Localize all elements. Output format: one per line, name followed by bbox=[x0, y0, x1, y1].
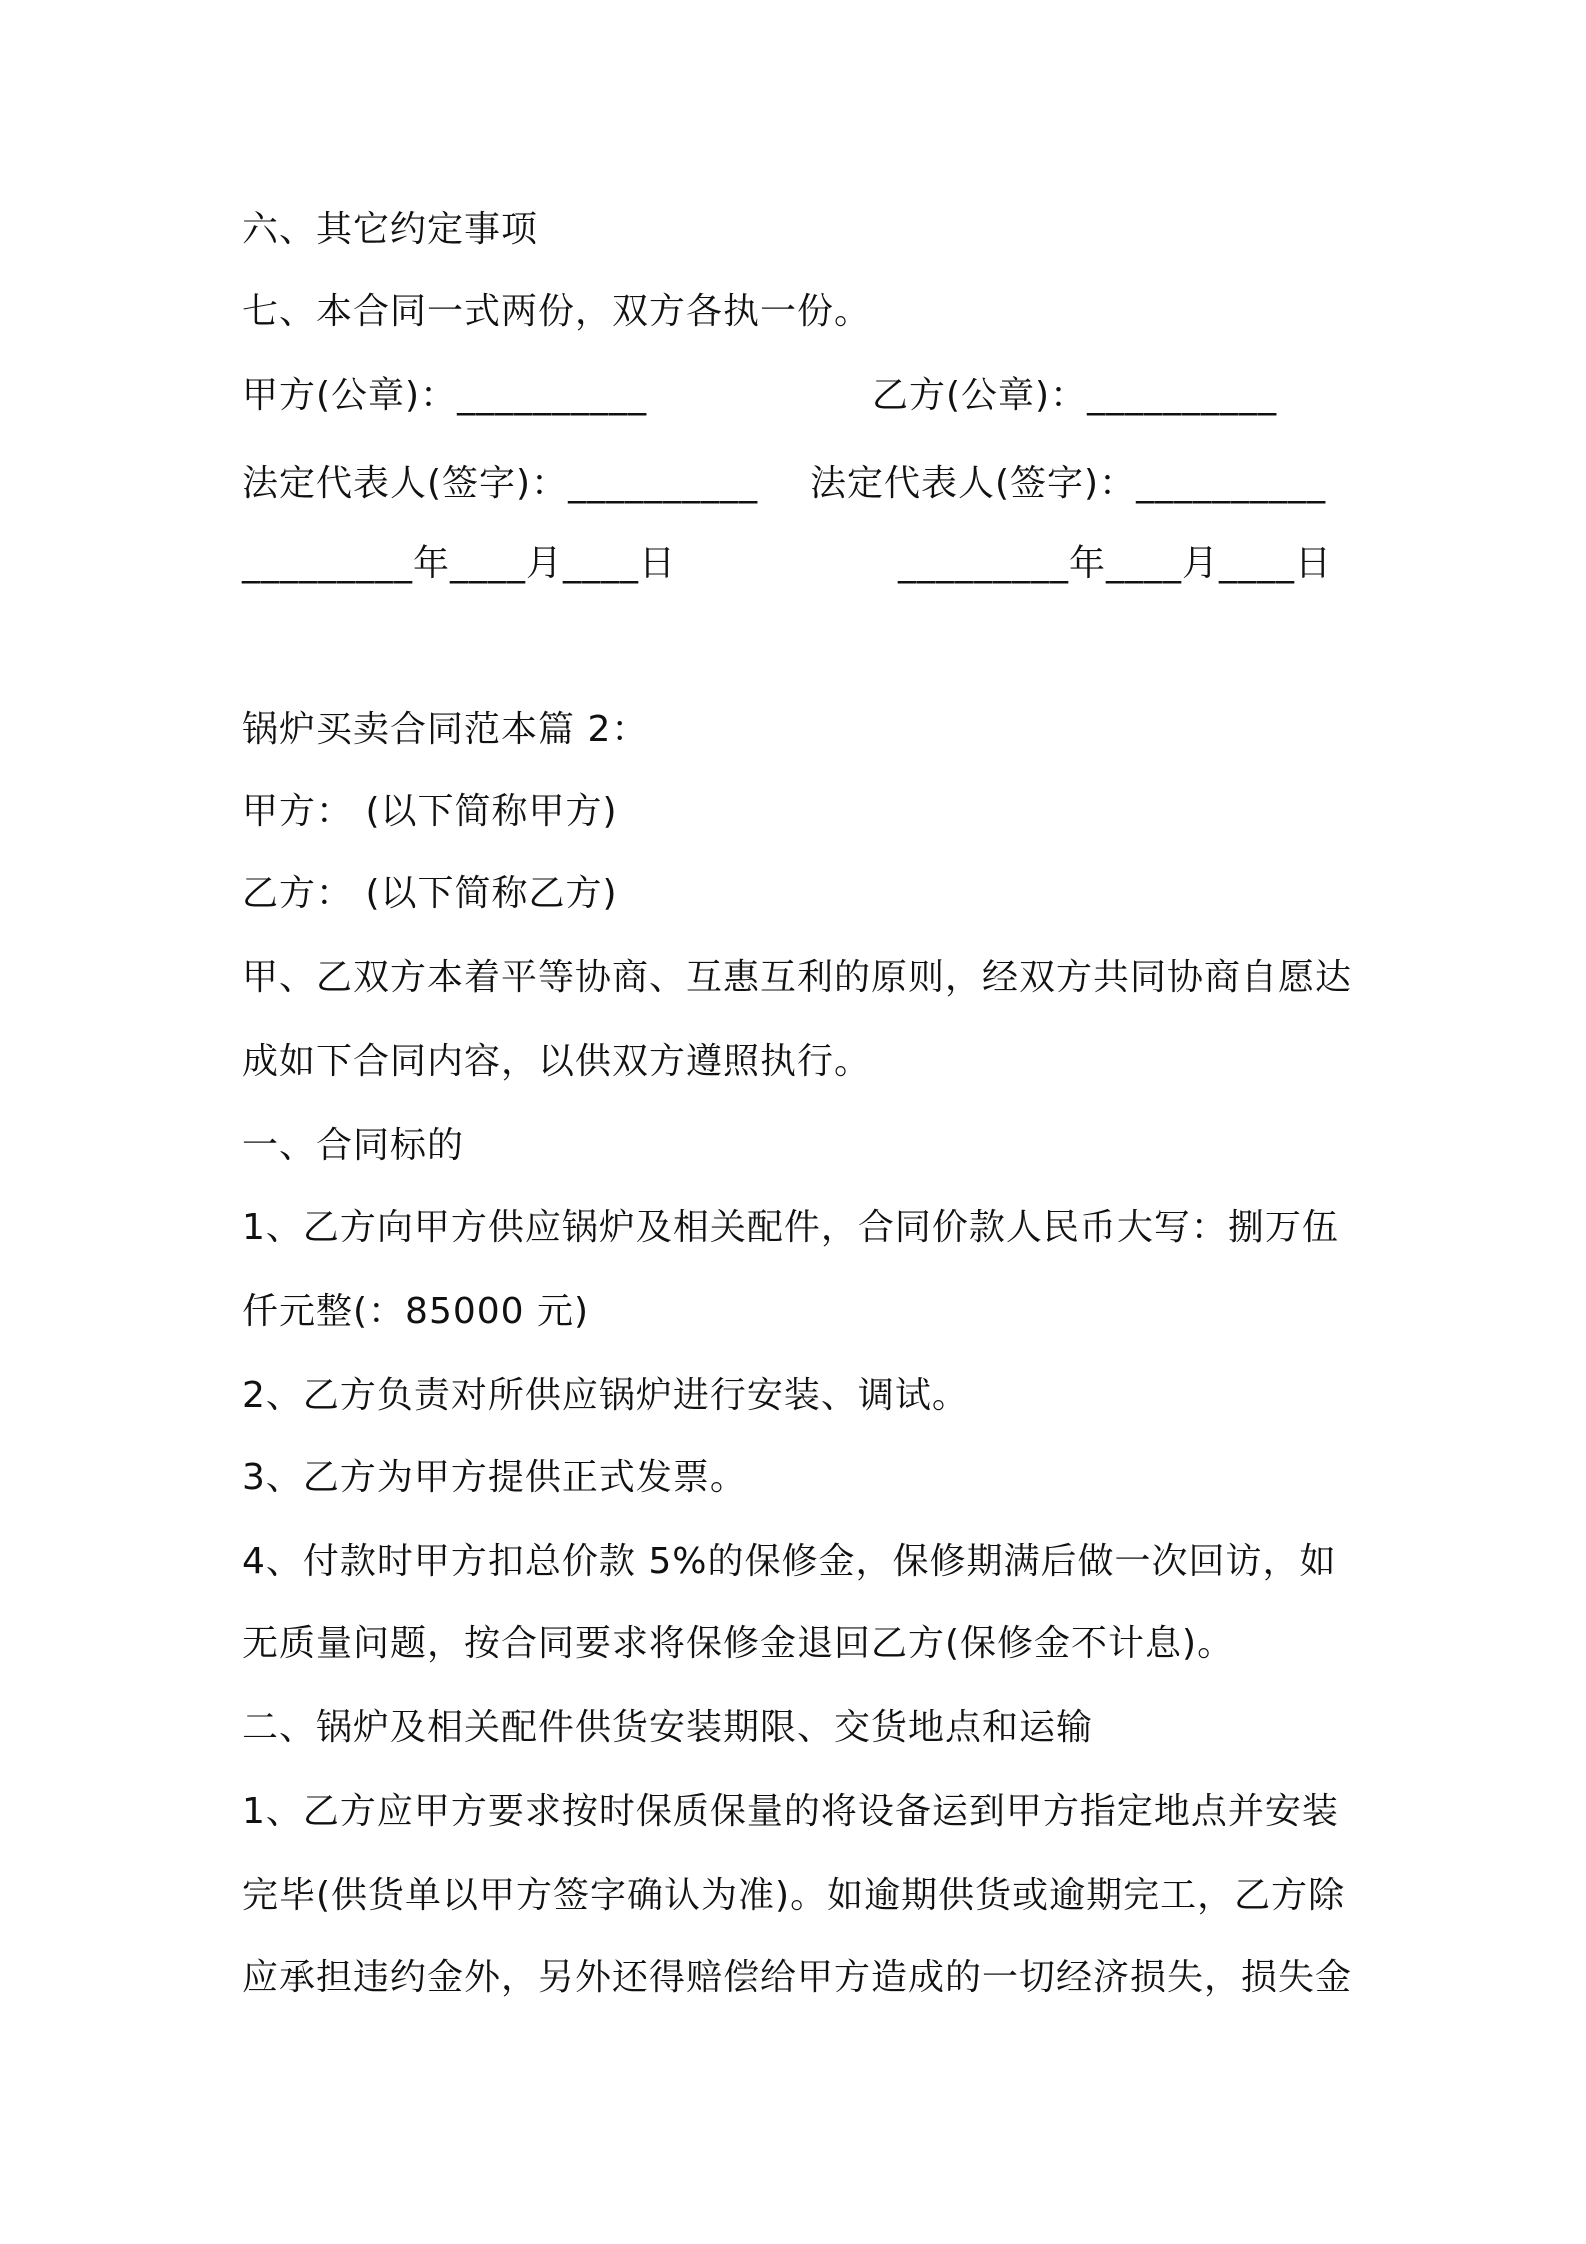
clause-1-4-line-2: 无质量问题，按合同要求将保修金退回乙方(保修金不计息)。 bbox=[242, 1623, 1235, 1664]
clause-1-1-line-1: 1、乙方向甲方供应锅炉及相关配件，合同价款人民币大写：捌万伍 bbox=[242, 1207, 1339, 1248]
section-seven-text: 七、本合同一式两份，双方各执一份。 bbox=[242, 291, 872, 332]
party-b-definition: 乙方： (以下简称乙方) bbox=[242, 873, 618, 914]
clause-1-4-line-1: 4、付款时甲方扣总价款 5%的保修金，保修期满后做一次回访，如 bbox=[242, 1541, 1337, 1582]
party-a-date-line: _________年____月____日 bbox=[242, 543, 676, 584]
preamble-line-2: 成如下合同内容，以供双方遵照执行。 bbox=[242, 1041, 872, 1082]
party-b-date-line: _________年____月____日 bbox=[898, 543, 1332, 584]
party-b-rep-line: 法定代表人(签字)：__________ bbox=[810, 463, 1327, 504]
clause-1-3: 3、乙方为甲方提供正式发票。 bbox=[242, 1457, 747, 1498]
clause-2-1-line-1: 1、乙方应甲方要求按时保质保量的将设备运到甲方指定地点并安装 bbox=[242, 1791, 1339, 1832]
party-a-seal-line: 甲方(公章)：__________ bbox=[242, 375, 648, 416]
party-a-rep-line: 法定代表人(签字)：__________ bbox=[242, 463, 759, 504]
preamble-line-1: 甲、乙双方本着平等协商、互惠互利的原则，经双方共同协商自愿达 bbox=[242, 957, 1353, 998]
clause-2-1-line-3: 应承担违约金外，另外还得赔偿给甲方造成的一切经济损失，损失金 bbox=[242, 1957, 1353, 1998]
section-one-heading: 一、合同标的 bbox=[242, 1125, 465, 1166]
section-two-heading: 二、锅炉及相关配件供货安装期限、交货地点和运输 bbox=[242, 1707, 1094, 1748]
party-b-seal-line: 乙方(公章)：__________ bbox=[872, 375, 1278, 416]
section-six-heading: 六、其它约定事项 bbox=[242, 209, 539, 250]
article-title: 锅炉买卖合同范本篇 2： bbox=[242, 709, 649, 750]
clause-1-2: 2、乙方负责对所供应锅炉进行安装、调试。 bbox=[242, 1375, 969, 1416]
clause-2-1-line-2: 完毕(供货单以甲方签字确认为准)。如逾期供货或逾期完工，乙方除 bbox=[242, 1875, 1346, 1916]
clause-1-1-line-2: 仟元整(：85000 元) bbox=[242, 1291, 590, 1332]
party-a-definition: 甲方： (以下简称甲方) bbox=[242, 791, 618, 832]
